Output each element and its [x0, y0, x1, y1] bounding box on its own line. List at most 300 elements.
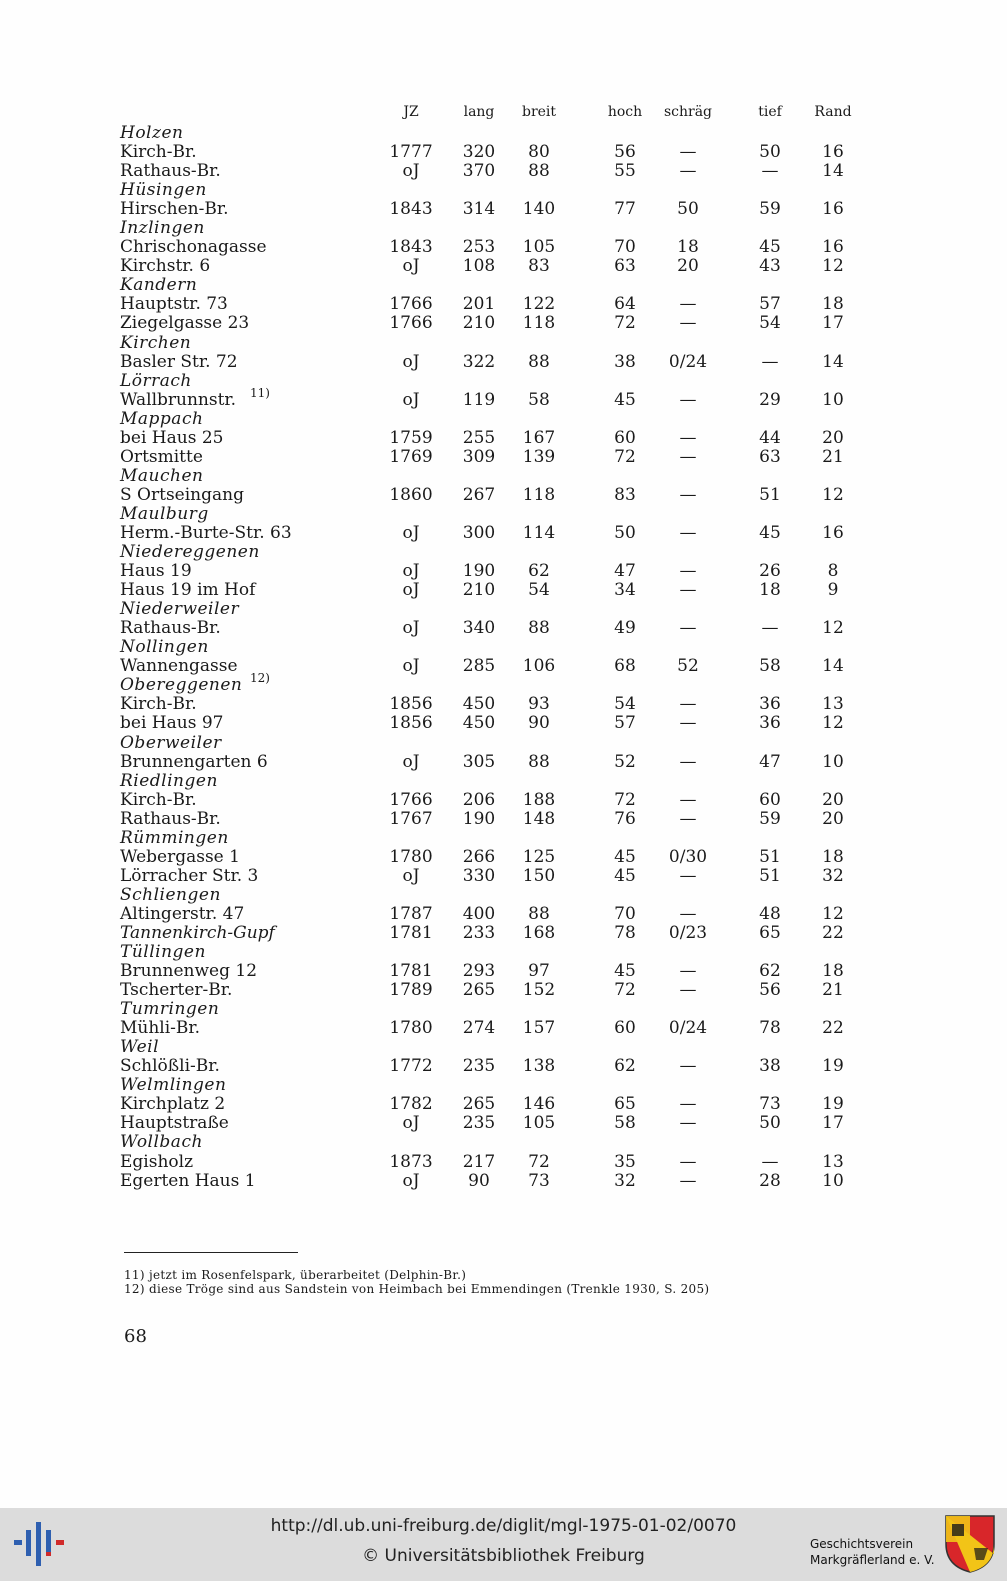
- cell-tief: 29: [759, 389, 781, 410]
- row-label: Webergasse 1: [120, 846, 240, 867]
- location-heading: Hüsingen: [120, 180, 207, 201]
- cell-schraeg: —: [679, 961, 697, 982]
- cell-jz: oJ: [402, 561, 420, 582]
- cell-jz: 1767: [389, 808, 433, 829]
- table-row: [0, 657, 1007, 676]
- location-heading: Schliengen: [120, 884, 221, 905]
- cell-lang: 265: [462, 1094, 496, 1115]
- row-label: Herm.-Burte-Str. 63: [120, 522, 292, 543]
- table-row: [0, 257, 1007, 276]
- cell-hoch: 70: [614, 237, 636, 258]
- cell-hoch: 57: [614, 713, 636, 734]
- cell-hoch: 64: [614, 294, 636, 315]
- col-header-tief: tief: [758, 104, 782, 120]
- cell-breit: 152: [522, 980, 556, 1001]
- cell-jz: oJ: [402, 1170, 420, 1191]
- footnote-marker: 12): [250, 671, 270, 686]
- col-header-jz: JZ: [403, 104, 419, 120]
- location-heading-row: [0, 943, 1007, 962]
- footnote-rule: [124, 1252, 298, 1253]
- location-heading-row: [0, 600, 1007, 619]
- cell-jz: 1781: [389, 961, 433, 982]
- cell-tief: 28: [759, 1170, 781, 1191]
- cell-rand: 18: [822, 961, 844, 982]
- cell-lang: 265: [462, 980, 496, 1001]
- cell-tief: 51: [759, 846, 781, 867]
- table-row: [0, 1095, 1007, 1114]
- cell-breit: 93: [528, 694, 550, 715]
- row-label: Wallbrunnstr.: [120, 389, 237, 410]
- cell-hoch: 70: [614, 903, 636, 924]
- cell-jz: 1843: [389, 237, 433, 258]
- table-row: [0, 448, 1007, 467]
- cell-schraeg: 0/30: [668, 846, 708, 867]
- cell-hoch: 49: [614, 618, 636, 639]
- cell-schraeg: —: [679, 789, 697, 810]
- col-header-breit: breit: [521, 104, 557, 120]
- location-heading: Nollingen: [120, 637, 209, 658]
- cell-rand: 12: [822, 903, 844, 924]
- cell-hoch: 77: [614, 199, 636, 220]
- table-row: [0, 981, 1007, 1000]
- cell-rand: 12: [822, 484, 844, 505]
- publisher-line-2: Markgräflerland e. V.: [810, 1553, 935, 1567]
- cell-hoch: 76: [614, 808, 636, 829]
- cell-schraeg: 20: [677, 256, 699, 277]
- cell-jz: 1873: [389, 1151, 433, 1172]
- cell-schraeg: —: [679, 1151, 697, 1172]
- cell-hoch: 47: [614, 561, 636, 582]
- cell-jz: 1766: [389, 294, 433, 315]
- cell-schraeg: 0/24: [668, 1018, 708, 1039]
- cell-rand: 10: [822, 751, 844, 772]
- row-label: Tscherter-Br.: [120, 980, 233, 1001]
- table-row: [0, 314, 1007, 333]
- cell-jz: 1856: [389, 694, 433, 715]
- location-heading: Inzlingen: [120, 218, 205, 239]
- location-heading: Holzen: [120, 123, 184, 143]
- cell-hoch: 45: [614, 961, 636, 982]
- cell-jz: 1781: [389, 922, 433, 943]
- cell-tief: 56: [759, 980, 781, 1001]
- cell-rand: 17: [822, 1113, 844, 1134]
- cell-breit: 106: [522, 656, 556, 677]
- cell-schraeg: —: [679, 808, 697, 829]
- cell-tief: 36: [759, 713, 781, 734]
- cell-tief: 50: [759, 1113, 781, 1134]
- cell-lang: 320: [462, 142, 496, 163]
- location-heading: Kandern: [120, 275, 198, 296]
- cell-jz: oJ: [402, 751, 420, 772]
- cell-hoch: 45: [614, 389, 636, 410]
- cell-tief: 36: [759, 694, 781, 715]
- cell-rand: 12: [822, 256, 844, 277]
- cell-lang: 253: [462, 237, 496, 258]
- cell-rand: 16: [822, 199, 844, 220]
- cell-breit: 88: [528, 161, 550, 182]
- col-header-lang: lang: [463, 104, 495, 120]
- cell-breit: 168: [522, 922, 556, 943]
- cell-tief: 18: [759, 580, 781, 601]
- location-heading: Kirchen: [120, 332, 192, 353]
- table-row: [0, 562, 1007, 581]
- cell-rand: 32: [822, 865, 844, 886]
- cell-breit: 88: [528, 618, 550, 639]
- cell-jz: oJ: [402, 865, 420, 886]
- table-row: [0, 619, 1007, 638]
- cell-schraeg: —: [679, 446, 697, 467]
- table-row: [0, 810, 1007, 829]
- cell-tief: 47: [759, 751, 781, 772]
- location-heading: Maulburg: [120, 503, 209, 524]
- cell-breit: 140: [522, 199, 556, 220]
- footnote-marker: 11): [250, 385, 270, 400]
- location-heading: Rümmingen: [120, 827, 229, 848]
- cell-rand: 12: [822, 713, 844, 734]
- cell-schraeg: —: [679, 522, 697, 543]
- location-heading-row: [0, 1000, 1007, 1019]
- location-heading-row: [0, 181, 1007, 200]
- copyright-notice: © Universitätsbibliothek Freiburg: [362, 1546, 645, 1566]
- cell-hoch: 38: [614, 351, 636, 372]
- cell-tief: 26: [759, 561, 781, 582]
- cell-breit: 125: [522, 846, 556, 867]
- location-heading: Obereggenen: [120, 675, 243, 696]
- cell-breit: 188: [522, 789, 556, 810]
- cell-tief: 50: [759, 142, 781, 163]
- cell-breit: 105: [522, 1113, 556, 1134]
- cell-rand: 21: [822, 446, 844, 467]
- cell-jz: oJ: [402, 580, 420, 601]
- cell-jz: oJ: [402, 656, 420, 677]
- publisher-line-1: Geschichtsverein: [810, 1537, 914, 1551]
- cell-schraeg: —: [679, 484, 697, 505]
- cell-schraeg: —: [679, 980, 697, 1001]
- cell-tief: 60: [759, 789, 781, 810]
- permalink[interactable]: [0, 1516, 1007, 1536]
- cell-tief: 78: [759, 1018, 781, 1039]
- cell-lang: 190: [462, 561, 496, 582]
- row-label: Brunnenweg 12: [120, 961, 258, 982]
- table-row: [0, 238, 1007, 257]
- cell-schraeg: —: [679, 161, 697, 182]
- cell-jz: oJ: [402, 618, 420, 639]
- location-heading-row: [0, 334, 1007, 353]
- cell-lang: 266: [462, 846, 496, 867]
- row-label: Wannengasse: [120, 656, 238, 677]
- cell-rand: 22: [822, 922, 844, 943]
- cell-hoch: 58: [614, 1113, 636, 1134]
- cell-breit: 88: [528, 751, 550, 772]
- cell-rand: 12: [822, 618, 844, 639]
- location-heading: Oberweiler: [120, 732, 222, 753]
- cell-lang: 400: [462, 903, 496, 924]
- cell-tief: 45: [759, 522, 781, 543]
- location-heading: Lörrach: [120, 370, 192, 391]
- table-row: [0, 429, 1007, 448]
- location-heading: Mappach: [120, 408, 204, 429]
- cell-rand: 13: [822, 1151, 844, 1172]
- cell-schraeg: —: [679, 1170, 697, 1191]
- cell-breit: 167: [522, 427, 556, 448]
- table-row: [0, 791, 1007, 810]
- cell-hoch: 60: [614, 427, 636, 448]
- cell-rand: 20: [822, 789, 844, 810]
- cell-breit: 105: [522, 237, 556, 258]
- cell-tief: 54: [759, 313, 781, 334]
- cell-hoch: 45: [614, 865, 636, 886]
- cell-rand: 19: [822, 1094, 844, 1115]
- viewer-footer: [0, 1508, 1007, 1581]
- cell-schraeg: 18: [677, 237, 699, 258]
- table-row: [0, 524, 1007, 543]
- table-row: [0, 353, 1007, 372]
- cell-breit: 118: [522, 313, 556, 334]
- cell-hoch: 50: [614, 522, 636, 543]
- row-label: Altingerstr. 47: [120, 903, 245, 924]
- location-heading-row: [0, 219, 1007, 238]
- cell-hoch: 55: [614, 161, 636, 182]
- cell-tief: —: [761, 161, 779, 182]
- row-label: Chrischonagasse: [120, 237, 267, 258]
- row-label: Egisholz: [120, 1151, 194, 1172]
- cell-rand: 17: [822, 313, 844, 334]
- cell-schraeg: —: [679, 561, 697, 582]
- cell-rand: 14: [822, 656, 844, 677]
- location-heading: Riedlingen: [120, 770, 218, 791]
- cell-jz: 1860: [389, 484, 433, 505]
- table-row: [0, 1019, 1007, 1038]
- cell-schraeg: —: [679, 903, 697, 924]
- cell-lang: 108: [462, 256, 496, 277]
- cell-breit: 138: [522, 1056, 556, 1077]
- cell-jz: 1856: [389, 713, 433, 734]
- cell-tief: 51: [759, 484, 781, 505]
- cell-breit: 58: [528, 389, 550, 410]
- cell-tief: 59: [759, 199, 781, 220]
- row-label: Schlößli-Br.: [120, 1056, 220, 1077]
- cell-jz: oJ: [402, 522, 420, 543]
- cell-schraeg: —: [679, 142, 697, 163]
- location-heading-row: [0, 1133, 1007, 1152]
- cell-rand: 19: [822, 1056, 844, 1077]
- table-row: [0, 753, 1007, 772]
- row-label: Mühli-Br.: [120, 1018, 201, 1039]
- cell-jz: 1782: [389, 1094, 433, 1115]
- cell-rand: 8: [827, 561, 839, 582]
- cell-tief: —: [761, 351, 779, 372]
- cell-tief: 59: [759, 808, 781, 829]
- cell-rand: 20: [822, 427, 844, 448]
- cell-schraeg: —: [679, 389, 697, 410]
- footnote-11: 11) jetzt im Rosenfelspark, überarbeitet (Delphin-Br.): [124, 1268, 467, 1282]
- cell-hoch: 62: [614, 1056, 636, 1077]
- cell-schraeg: —: [679, 580, 697, 601]
- cell-jz: 1766: [389, 313, 433, 334]
- publisher-name: [810, 1536, 935, 1568]
- cell-breit: 150: [522, 865, 556, 886]
- cell-tief: 45: [759, 237, 781, 258]
- location-heading-row: [0, 276, 1007, 295]
- cell-lang: 309: [462, 446, 496, 467]
- cell-rand: 21: [822, 980, 844, 1001]
- cell-breit: 146: [522, 1094, 556, 1115]
- row-label: Tannenkirch-Gupf: [120, 922, 275, 943]
- page-number: 68: [124, 1326, 147, 1347]
- location-heading-row: [0, 505, 1007, 524]
- table-row: [0, 1114, 1007, 1133]
- row-label: Brunnengarten 6: [120, 751, 268, 772]
- cell-lang: 119: [462, 389, 496, 410]
- table-row: [0, 162, 1007, 181]
- cell-tief: 51: [759, 865, 781, 886]
- cell-hoch: 72: [614, 313, 636, 334]
- cell-breit: 72: [528, 1151, 550, 1172]
- cell-hoch: 56: [614, 142, 636, 163]
- table-row: [0, 200, 1007, 219]
- row-label: bei Haus 25: [120, 427, 224, 448]
- cell-tief: 63: [759, 446, 781, 467]
- row-label: Haus 19: [120, 561, 192, 582]
- cell-hoch: 52: [614, 751, 636, 772]
- location-heading-row: [0, 671, 1007, 696]
- cell-schraeg: 0/23: [668, 922, 708, 943]
- permalink-link[interactable]: http://dl.ub.uni-freiburg.de/diglit/mgl-1975-01-02/0070: [270, 1516, 737, 1536]
- cell-lang: 285: [462, 656, 496, 677]
- cell-lang: 201: [462, 294, 496, 315]
- cell-jz: 1780: [389, 846, 433, 867]
- cell-hoch: 63: [614, 256, 636, 277]
- table-row: [0, 905, 1007, 924]
- location-heading-row: [0, 1076, 1007, 1095]
- cell-lang: 235: [462, 1056, 496, 1077]
- cell-hoch: 45: [614, 846, 636, 867]
- location-heading: Mauchen: [120, 465, 204, 486]
- table-row: [0, 867, 1007, 886]
- cell-hoch: 65: [614, 1094, 636, 1115]
- cell-jz: 1772: [389, 1056, 433, 1077]
- table-row: [0, 1153, 1007, 1172]
- location-heading: Weil: [120, 1037, 160, 1058]
- cell-hoch: 54: [614, 694, 636, 715]
- cell-rand: 14: [822, 161, 844, 182]
- cell-lang: 322: [462, 351, 496, 372]
- row-label: Hauptstraße: [120, 1113, 229, 1134]
- cell-jz: 1789: [389, 980, 433, 1001]
- cell-breit: 139: [522, 446, 556, 467]
- location-heading-row: [0, 638, 1007, 657]
- location-heading: Niedereggenen: [120, 542, 260, 563]
- table-row: [0, 714, 1007, 733]
- table-row: [0, 848, 1007, 867]
- cell-breit: 157: [522, 1018, 556, 1039]
- cell-breit: 148: [522, 808, 556, 829]
- cell-rand: 20: [822, 808, 844, 829]
- cell-hoch: 83: [614, 484, 636, 505]
- cell-breit: 88: [528, 351, 550, 372]
- cell-breit: 88: [528, 903, 550, 924]
- cell-rand: 10: [822, 389, 844, 410]
- cell-hoch: 68: [614, 656, 636, 677]
- location-heading: Tumringen: [120, 999, 220, 1020]
- table-row: [0, 1057, 1007, 1076]
- cell-breit: 122: [522, 294, 556, 315]
- cell-schraeg: —: [679, 1094, 697, 1115]
- cell-schraeg: —: [679, 427, 697, 448]
- cell-hoch: 72: [614, 980, 636, 1001]
- cell-schraeg: —: [679, 1056, 697, 1077]
- row-label: Hauptstr. 73: [120, 294, 228, 315]
- cell-lang: 255: [462, 427, 496, 448]
- cell-jz: 1777: [389, 142, 433, 163]
- cell-jz: 1759: [389, 427, 433, 448]
- cell-tief: 62: [759, 961, 781, 982]
- table-row: [0, 385, 1007, 410]
- cell-lang: 206: [462, 789, 496, 810]
- cell-jz: oJ: [402, 351, 420, 372]
- cell-lang: 210: [462, 313, 496, 334]
- cell-tief: 57: [759, 294, 781, 315]
- row-label: Kirch-Br.: [120, 142, 197, 163]
- table-row: [0, 581, 1007, 600]
- cell-lang: 235: [462, 1113, 496, 1134]
- cell-schraeg: —: [679, 865, 697, 886]
- cell-rand: 16: [822, 237, 844, 258]
- location-heading-row: [0, 1038, 1007, 1057]
- cell-lang: 267: [462, 484, 496, 505]
- cell-rand: 16: [822, 522, 844, 543]
- location-heading-row: [0, 543, 1007, 562]
- cell-jz: 1787: [389, 903, 433, 924]
- cell-rand: 18: [822, 294, 844, 315]
- cell-schraeg: 50: [677, 199, 699, 220]
- cell-schraeg: —: [679, 313, 697, 334]
- cell-jz: 1766: [389, 789, 433, 810]
- cell-jz: oJ: [402, 1113, 420, 1134]
- row-label: Rathaus-Br.: [120, 161, 221, 182]
- location-heading-row: [0, 467, 1007, 486]
- cell-breit: 73: [528, 1170, 550, 1191]
- row-label: Basler Str. 72: [120, 351, 238, 372]
- cell-hoch: 78: [614, 922, 636, 943]
- cell-rand: 14: [822, 351, 844, 372]
- cell-tief: —: [761, 1151, 779, 1172]
- cell-lang: 90: [468, 1170, 490, 1191]
- cell-schraeg: —: [679, 713, 697, 734]
- cell-hoch: 60: [614, 1018, 636, 1039]
- location-heading-row: [0, 886, 1007, 905]
- cell-tief: 58: [759, 656, 781, 677]
- table-row: [0, 962, 1007, 981]
- row-label: Hirschen-Br.: [120, 199, 229, 220]
- cell-jz: oJ: [402, 389, 420, 410]
- cell-lang: 217: [462, 1151, 496, 1172]
- row-label: Haus 19 im Hof: [120, 580, 256, 601]
- table-row: [0, 924, 1007, 943]
- cell-lang: 190: [462, 808, 496, 829]
- row-label: Ziegelgasse 23: [120, 313, 250, 334]
- cell-schraeg: —: [679, 294, 697, 315]
- cell-hoch: 72: [614, 446, 636, 467]
- cell-rand: 16: [822, 142, 844, 163]
- location-heading-row: [0, 829, 1007, 848]
- cell-lang: 340: [462, 618, 496, 639]
- location-heading-row: [0, 772, 1007, 791]
- cell-breit: 54: [528, 580, 550, 601]
- footnote-12: 12) diese Tröge sind aus Sandstein von Heimbach bei Emmendingen (Trenkle 1930, S. 205): [124, 1282, 710, 1296]
- cell-breit: 62: [528, 561, 550, 582]
- cell-hoch: 32: [614, 1170, 636, 1191]
